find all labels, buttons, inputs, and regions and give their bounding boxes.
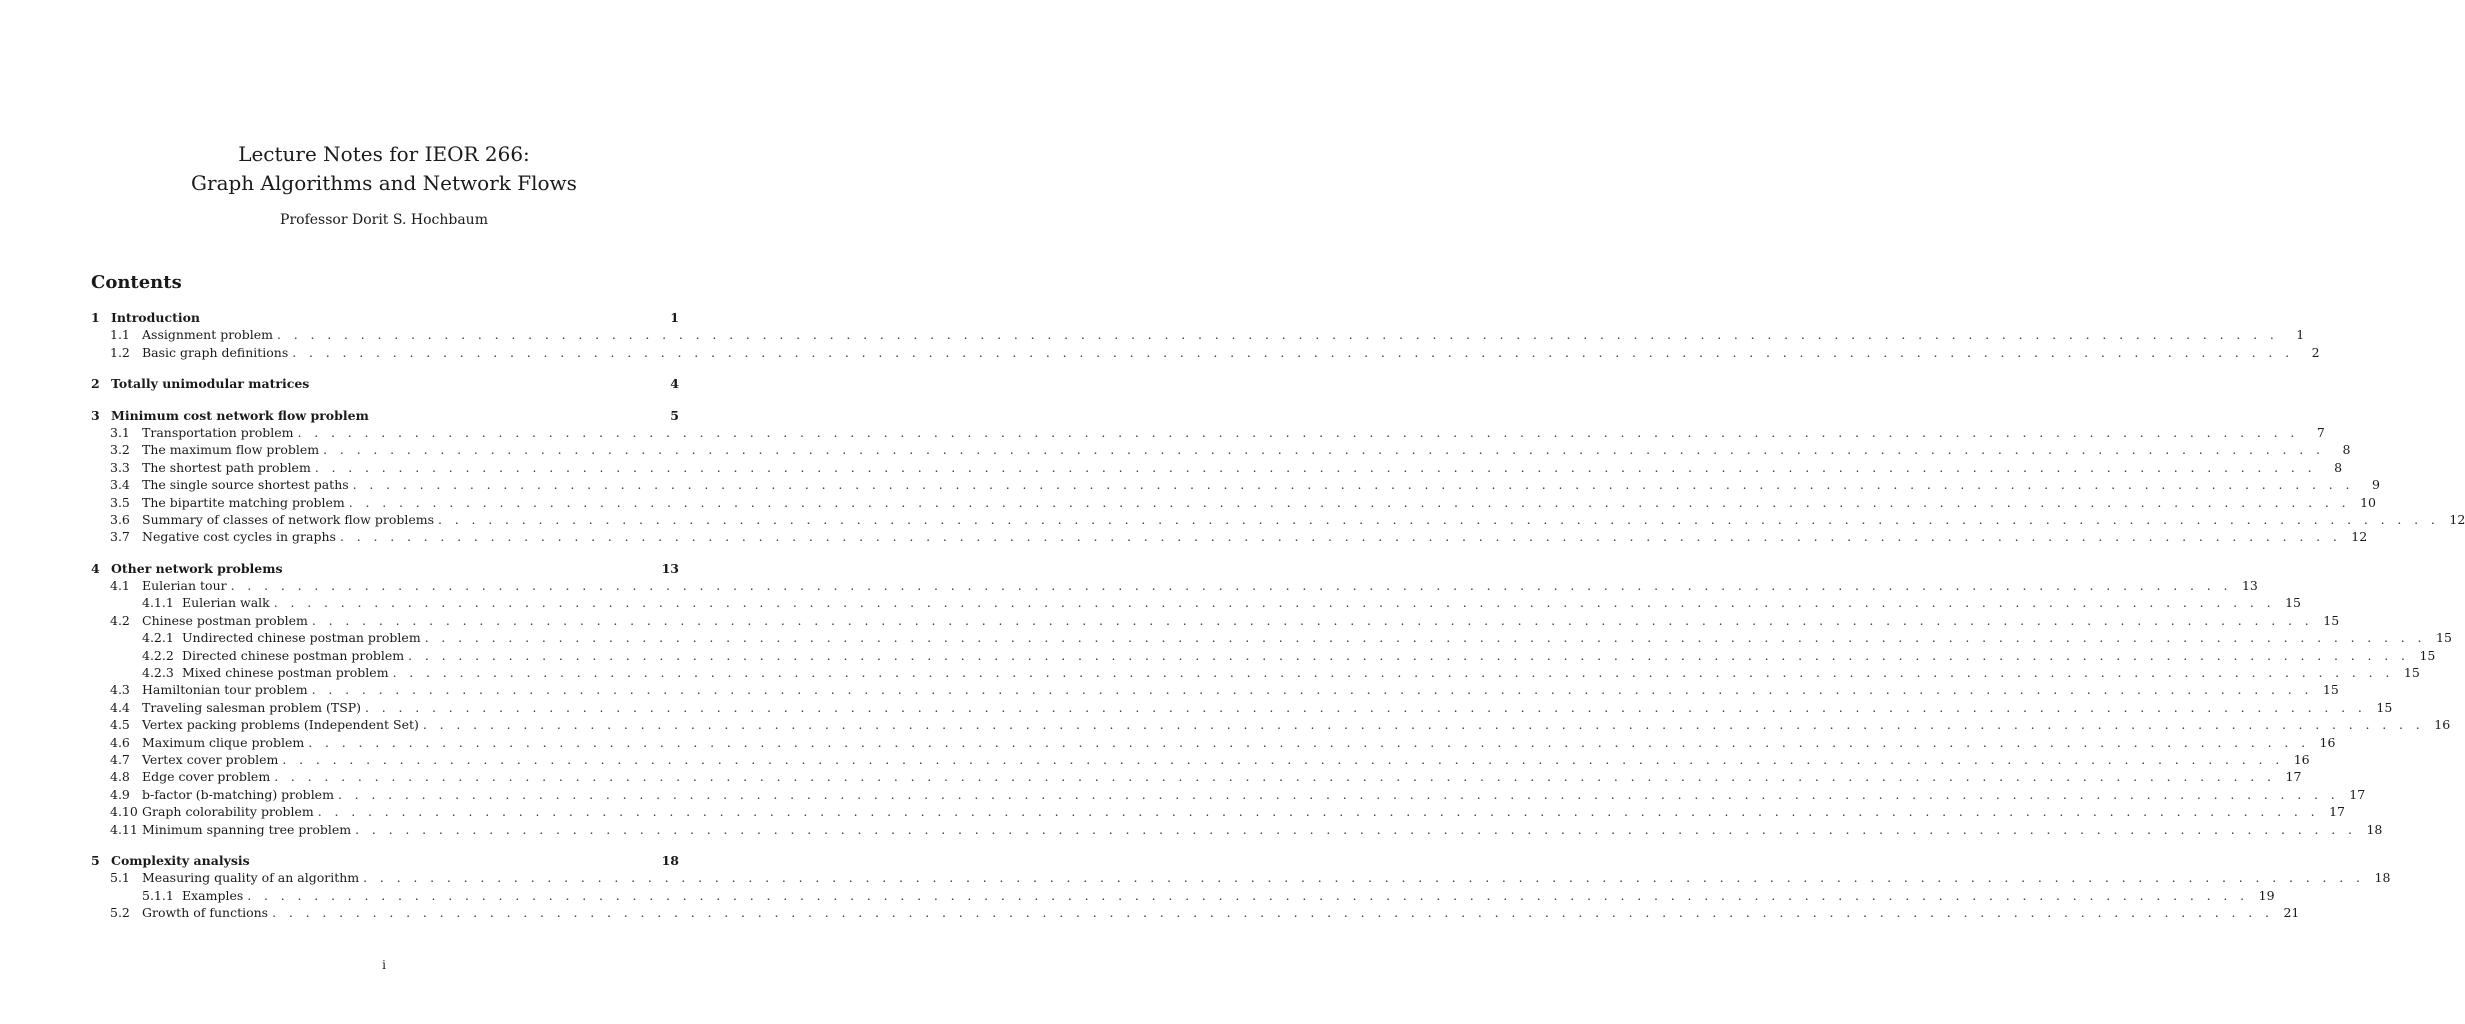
toc-leader-dots: . . . . . . . . . . . . . . . . . . . . . . . . . . . . . . . . . . . . . . . . . . . . . . . . . . . . . . . . . . . . . . . . . . . . . . . . . . . . . . . . . . . . . . . . . . . . . . . . . . . . . . . . . . . . . . . . . . . . . . . .: [247, 887, 2249, 903]
toc-page-number: 15: [2436, 630, 2452, 646]
toc-entry-row[interactable]: [91, 664, 2420, 681]
toc-page-number: 7: [2316, 424, 2325, 440]
toc-number: 4.7: [110, 751, 130, 767]
toc-number: 3.4: [110, 477, 130, 493]
toc-number: 4.10: [110, 804, 138, 820]
toc-label: Eulerian walk: [182, 595, 270, 611]
toc-label: Maximum clique problem: [142, 734, 305, 750]
toc-section: [91, 375, 679, 392]
toc-section-row[interactable]: [91, 407, 679, 424]
toc-number: 4.11: [110, 821, 138, 837]
toc-number: 4.6: [110, 734, 130, 750]
toc-number: 4.2.2: [142, 647, 174, 663]
toc-entry-row[interactable]: [91, 786, 2366, 803]
toc-leader-dots: . . . . . . . . . . . . . . . . . . . . . . . . . . . . . . . . . . . . . . . . . . . . . . . . . . . . . . . . . . . . . . . . . . . . . . . . . . . . . . . . . . . . . . . . . . . . . . . . . . . . . . . . . . . . . . . . . . . . . . . .: [230, 578, 2232, 594]
toc-page-number: 2: [2311, 344, 2320, 360]
toc-number: 3.5: [110, 494, 130, 510]
toc-page-number: 15: [2403, 665, 2420, 681]
toc-leader-dots: . . . . . . . . . . . . . . . . . . . . . . . . . . . . . . . . . . . . . . . . . . . . . . . . . . . . . . . . . . . . . . . . . . . . . . . . . . . . . . . . . . . . . . . . . . . . . . . . . . . . . . . . . . . . . . . . . . . . . . . .: [363, 870, 2365, 886]
toc-leader-dots: . . . . . . . . . . . . . . . . . . . . . . . . . . . . . . . . . . . . . . . . . . . . . . . . . . . . . . . . . . . . . . . . . . . . . . . . . . . . . . . . . . . . . . . . . . . . . . . . . . . . . . . . . . . . . . . . . . . . . . . .: [355, 821, 2357, 837]
toc-section: [91, 852, 2391, 922]
toc-number: 1.2: [110, 344, 130, 360]
toc-entry-row[interactable]: [91, 821, 2383, 838]
toc-page-number: 18: [2374, 870, 2391, 886]
toc-leader-dots: . . . . . . . . . . . . . . . . . . . . . . . . . . . . . . . . . . . . . . . . . . . . . . . . . . . . . . . . . . . . . . . . . . . . . . . . . . . . . . . . . . . . . . . . . . . . . . . . . . . . . . . . . . . . . . . . . . . . . . . .: [339, 529, 2342, 545]
toc-section-row[interactable]: [91, 560, 679, 577]
contents-heading: Contents: [91, 272, 182, 293]
toc-page-number: 21: [2283, 905, 2300, 921]
toc-entry-row[interactable]: [91, 344, 2320, 361]
toc-entry-row[interactable]: [91, 869, 2391, 886]
toc-leader-dots: . . . . . . . . . . . . . . . . . . . . . . . . . . . . . . . . . . . . . . . . . . . . . . . . . . . . . . . . . . . . . . . . . . . . . . . . . . . . . . . . . . . . . . . . . . . . . . . . . . . . . . . . . . . . . . . . . . . . . . . .: [348, 494, 2351, 510]
toc-page-number: 17: [2329, 804, 2345, 820]
toc-entry-row[interactable]: [91, 699, 2393, 716]
toc-number: 1.1: [110, 327, 130, 343]
toc-label: Directed chinese postman problem: [182, 647, 405, 663]
toc-entry-row[interactable]: [91, 904, 2300, 921]
toc-label: The maximum flow problem: [142, 442, 320, 458]
toc-number: 3.3: [110, 459, 130, 475]
toc-entry-row[interactable]: [91, 459, 2343, 476]
toc-entry-row[interactable]: [91, 577, 2258, 594]
toc-number: 5: [91, 852, 100, 868]
toc-label: Minimum spanning tree problem: [142, 821, 352, 837]
toc-number: 4.4: [110, 699, 130, 715]
toc-leader-dots: . . . . . . . . . . . . . . . . . . . . . . . . . . . . . . . . . . . . . . . . . . . . . . . . . . . . . . . . . . . . . . . . . . . . . . . . . . . . . . . . . . . . . . . . . . . . . . . . . . . . . . . . . . . . . . . . . . . . . . . .: [317, 804, 2319, 820]
toc-number: 3.7: [110, 529, 130, 545]
toc-page-number: 16: [2434, 717, 2451, 733]
toc-number: 2: [91, 376, 100, 392]
toc-number: 4.2.1: [142, 630, 174, 646]
toc-leader-dots: . . . . . . . . . . . . . . . . . . . . . . . . . . . . . . . . . . . . . . . . . . . . . . . . . . . . . . . . . . . . . . . . . . . . . . . . . . . . . . . . . . . . . . . . . . . . . . . . . . . . . . . . . . . . . . . . . . . . . . . .: [282, 751, 2284, 767]
toc-entry-row[interactable]: [91, 681, 2339, 698]
toc-leader-dots: . . . . . . . . . . . . . . . . . . . . . . . . . . . . . . . . . . . . . . . . . . . . . . . . . . . . . . . . . . . . . . . . . . . . . . . . . . . . . . . . . . . . . . . . . . . . . . . . . . . . . . . . . . . . . . . . . . . . . . . .: [274, 769, 2276, 785]
title-line-2: Graph Algorithms and Network Flows: [191, 171, 577, 195]
toc-label: The bipartite matching problem: [142, 494, 345, 510]
toc-entry-row[interactable]: [91, 424, 2325, 441]
toc-label: Growth of functions: [142, 905, 269, 921]
toc-page-number: 8: [2342, 442, 2351, 458]
toc-page-number: 15: [2323, 612, 2340, 628]
toc-entry-row[interactable]: [91, 476, 2380, 493]
toc-leader-dots: . . . . . . . . . . . . . . . . . . . . . . . . . . . . . . . . . . . . . . . . . . . . . . . . . . . . . . . . . . . . . . . . . . . . . . . . . . . . . . . . . . . . . . . . . . . . . . . . . . . . . . . . . . . . . . . . . . . . . . . .: [311, 612, 2314, 628]
toc-leader-dots: . . . . . . . . . . . . . . . . . . . . . . . . . . . . . . . . . . . . . . . . . . . . . . . . . . . . . . . . . . . . . . . . . . . . . . . . . . . . . . . . . . . . . . . . . . . . . . . . . . . . . . . . . . . . . . . . . . . . . . . .: [323, 442, 2325, 458]
toc-entry-row[interactable]: [91, 803, 2345, 820]
toc-label: Other network problems: [111, 560, 283, 576]
toc-label: Measuring quality of an algorithm: [142, 870, 360, 886]
toc-page-number: 18: [2366, 821, 2383, 837]
toc-number: 4.2: [110, 612, 130, 628]
toc-page-number: 18: [661, 852, 679, 868]
toc-number: 3.2: [110, 442, 130, 458]
toc-entry-row[interactable]: [91, 612, 2340, 629]
toc-number: 5.1: [110, 870, 130, 886]
toc-label: Negative cost cycles in graphs: [142, 529, 336, 545]
toc-page-number: 17: [2285, 769, 2302, 785]
toc-leader-dots: . . . . . . . . . . . . . . . . . . . . . . . . . . . . . . . . . . . . . . . . . . . . . . . . . . . . . . . . . . . . . . . . . . . . . . . . . . . . . . . . . . . . . . . . . . . . . . . . . . . . . . . . . . . . . . . . . . . . . . . .: [352, 477, 2354, 493]
toc-label: Hamiltonian tour problem: [142, 682, 308, 698]
toc-entry-row[interactable]: [91, 887, 2275, 904]
toc-number: 4.1: [110, 578, 130, 594]
toc-entry-row[interactable]: [91, 629, 2452, 646]
toc-number: 3.6: [110, 511, 130, 527]
toc-page-number: 15: [2419, 647, 2436, 663]
toc-label: The shortest path problem: [142, 459, 311, 475]
toc-leader-dots: . . . . . . . . . . . . . . . . . . . . . . . . . . . . . . . . . . . . . . . . . . . . . . . . . . . . . . . . . . . . . . . . . . . . . . . . . . . . . . . . . . . . . . . . . . . . . . . . . . . . . . . . . . . . . . . . . . . . . . . .: [408, 647, 2410, 663]
toc-leader-dots: . . . . . . . . . . . . . . . . . . . . . . . . . . . . . . . . . . . . . . . . . . . . . . . . . . . . . . . . . . . . . . . . . . . . . . . . . . . . . . . . . . . . . . . . . . . . . . . . . . . . . . . . . . . . . . . . . . . . . . . .: [392, 665, 2394, 681]
toc-number: 3.1: [110, 424, 130, 440]
toc-leader-dots: . . . . . . . . . . . . . . . . . . . . . . . . . . . . . . . . . . . . . . . . . . . . . . . . . . . . . . . . . . . . . . . . . . . . . . . . . . . . . . . . . . . . . . . . . . . . . . . . . . . . . . . . . . . . . . . . . . . . . . . .: [365, 699, 2367, 715]
toc-section: [91, 309, 2320, 361]
toc-leader-dots: . . . . . . . . . . . . . . . . . . . . . . . . . . . . . . . . . . . . . . . . . . . . . . . . . . . . . . . . . . . . . . . . . . . . . . . . . . . . . . . . . . . . . . . . . . . . . . . . . . . . . . . . . . . . . . . . . . . . . . . .: [272, 905, 2274, 921]
toc-label: Complexity analysis: [111, 852, 250, 868]
toc-number: 4.9: [110, 786, 130, 802]
toc-label: Traveling salesman problem (TSP): [142, 699, 362, 715]
toc-section-row[interactable]: [91, 309, 679, 326]
toc-page-number: 13: [661, 560, 679, 576]
author: Professor Dorit S. Hochbaum: [280, 212, 488, 228]
toc-leader-dots: . . . . . . . . . . . . . . . . . . . . . . . . . . . . . . . . . . . . . . . . . . . . . . . . . . . . . . . . . . . . . . . . . . . . . . . . . . . . . . . . . . . . . . . . . . . . . . . . . . . . . . . . . . . . . . . . . . . . . . . .: [424, 630, 2426, 646]
toc-leader-dots: . . . . . . . . . . . . . . . . . . . . . . . . . . . . . . . . . . . . . . . . . . . . . . . . . . . . . . . . . . . . . . . . . . . . . . . . . . . . . . . . . . . . . . . . . . . . . . . . . . . . . . . . . . . . . . . . . . . . . . . .: [314, 459, 2317, 475]
toc-entry-row[interactable]: [91, 751, 2310, 768]
toc-number: 4: [91, 560, 100, 576]
toc-page-number: 17: [2349, 786, 2366, 802]
toc-entry-row[interactable]: [91, 647, 2436, 664]
toc-leader-dots: . . . . . . . . . . . . . . . . . . . . . . . . . . . . . . . . . . . . . . . . . . . . . . . . . . . . . . . . . . . . . . . . . . . . . . . . . . . . . . . . . . . . . . . . . . . . . . . . . . . . . . . . . . . . . . . . . . . . . . . .: [422, 717, 2425, 733]
toc-leader-dots: . . . . . . . . . . . . . . . . . . . . . . . . . . . . . . . . . . . . . . . . . . . . . . . . . . . . . . . . . . . . . . . . . . . . . . . . . . . . . . . . . . . . . . . . . . . . . . . . . . . . . . . . . . . . . . . . . . . . . . . .: [276, 327, 2279, 343]
table-of-contents: [91, 309, 2465, 936]
toc-label: Introduction: [111, 310, 201, 325]
toc-leader-dots: . . . . . . . . . . . . . . . . . . . . . . . . . . . . . . . . . . . . . . . . . . . . . . . . . . . . . . . . . . . . . . . . . . . . . . . . . . . . . . . . . . . . . . . . . . . . . . . . . . . . . . . . . . . . . . . . . . . . . . . .: [311, 682, 2313, 698]
toc-page-number: 5: [670, 407, 679, 423]
toc-entry-row[interactable]: [91, 511, 2465, 528]
toc-leader-dots: . . . . . . . . . . . . . . . . . . . . . . . . . . . . . . . . . . . . . . . . . . . . . . . . . . . . . . . . . . . . . . . . . . . . . . . . . . . . . . . . . . . . . . . . . . . . . . . . . . . . . . . . . . . . . . . . . . . . . . . .: [297, 424, 2299, 440]
toc-number: 4.3: [110, 682, 130, 698]
toc-page-number: 9: [2371, 477, 2380, 493]
toc-label: The single source shortest paths: [142, 477, 349, 493]
toc-label: Basic graph definitions: [142, 344, 289, 360]
toc-entry-row[interactable]: [91, 528, 2368, 545]
toc-section-row[interactable]: [91, 852, 679, 869]
toc-leader-dots: . . . . . . . . . . . . . . . . . . . . . . . . . . . . . . . . . . . . . . . . . . . . . . . . . . . . . . . . . . . . . . . . . . . . . . . . . . . . . . . . . . . . . . . . . . . . . . . . . . . . . . . . . . . . . . . . . . . . . . . .: [438, 511, 2440, 527]
toc-page-number: 4: [670, 376, 679, 392]
toc-number: 5.2: [110, 905, 130, 921]
toc-page-number: 15: [2285, 595, 2301, 611]
toc-label: Assignment problem: [142, 327, 273, 343]
title-line-1: Lecture Notes for IEOR 266:: [238, 142, 530, 166]
toc-entry-row[interactable]: [91, 594, 2301, 611]
toc-label: Vertex packing problems (Independent Set): [142, 717, 419, 733]
toc-leader-dots: . . . . . . . . . . . . . . . . . . . . . . . . . . . . . . . . . . . . . . . . . . . . . . . . . . . . . . . . . . . . . . . . . . . . . . . . . . . . . . . . . . . . . . . . . . . . . . . . . . . . . . . . . . . . . . . . . . . . . . . .: [337, 786, 2340, 802]
toc-label: Minimum cost network flow problem: [111, 407, 369, 423]
toc-page-number: 12: [2351, 529, 2368, 545]
toc-page-number: 1: [2296, 327, 2305, 343]
toc-page-number: 16: [2293, 751, 2310, 767]
toc-label: Undirected chinese postman problem: [182, 630, 421, 646]
toc-label: Mixed chinese postman problem: [182, 665, 389, 681]
toc-leader-dots: . . . . . . . . . . . . . . . . . . . . . . . . . . . . . . . . . . . . . . . . . . . . . . . . . . . . . . . . . . . . . . . . . . . . . . . . . . . . . . . . . . . . . . . . . . . . . . . . . . . . . . . . . . . . . . . . . . . . . . . .: [292, 344, 2294, 360]
toc-page-number: 16: [2319, 734, 2336, 750]
toc-entry-row[interactable]: [91, 734, 2336, 751]
toc-entry-row[interactable]: [91, 768, 2302, 785]
toc-entry-row[interactable]: [91, 494, 2377, 511]
toc-section: [91, 407, 2465, 546]
toc-number: 4.1.1: [142, 595, 174, 611]
toc-leader-dots: . . . . . . . . . . . . . . . . . . . . . . . . . . . . . . . . . . . . . . . . . . . . . . . . . . . . . . . . . . . . . . . . . . . . . . . . . . . . . . . . . . . . . . . . . . . . . . . . . . . . . . . . . . . . . . . . . . . . . . . .: [273, 595, 2275, 611]
toc-number: 4.2.3: [142, 665, 174, 681]
toc-label: Edge cover problem: [142, 769, 271, 785]
toc-number: 5.1.1: [142, 887, 174, 903]
toc-label: Chinese postman problem: [142, 612, 308, 628]
toc-number: 1: [91, 310, 100, 325]
toc-label: Transportation problem: [142, 424, 294, 440]
toc-number: 3: [91, 407, 100, 423]
toc-label: Totally unimodular matrices: [111, 376, 310, 392]
toc-label: Graph colorability problem: [142, 804, 314, 820]
toc-page-number: 13: [2241, 578, 2258, 594]
toc-page-number: 8: [2334, 459, 2343, 475]
toc-entry-row[interactable]: [91, 441, 2351, 458]
toc-label: Summary of classes of network flow problems: [142, 511, 435, 527]
toc-leader-dots: . . . . . . . . . . . . . . . . . . . . . . . . . . . . . . . . . . . . . . . . . . . . . . . . . . . . . . . . . . . . . . . . . . . . . . . . . . . . . . . . . . . . . . . . . . . . . . . . . . . . . . . . . . . . . . . . . . . . . . . .: [308, 734, 2310, 750]
toc-number: 4.8: [110, 769, 130, 785]
toc-page-number: 10: [2360, 494, 2377, 510]
toc-entry-row[interactable]: [91, 326, 2305, 343]
toc-page-number: 15: [2322, 682, 2339, 698]
toc-number: 4.5: [110, 717, 130, 733]
toc-label: Eulerian tour: [142, 578, 227, 594]
toc-label: Vertex cover problem: [142, 751, 279, 767]
page-number: i: [382, 958, 386, 972]
toc-section-row[interactable]: [91, 375, 679, 392]
toc-label: Examples: [182, 887, 244, 903]
toc-label: b-factor (b-matching) problem: [142, 786, 334, 802]
toc-entry-row[interactable]: [91, 716, 2451, 733]
toc-page-number: 12: [2449, 511, 2465, 527]
title-block: [0, 140, 768, 228]
toc-section: [91, 560, 2452, 838]
toc-page-number: 1: [670, 310, 679, 325]
toc-page-number: 19: [2258, 887, 2275, 903]
toc-page-number: 15: [2376, 699, 2393, 715]
